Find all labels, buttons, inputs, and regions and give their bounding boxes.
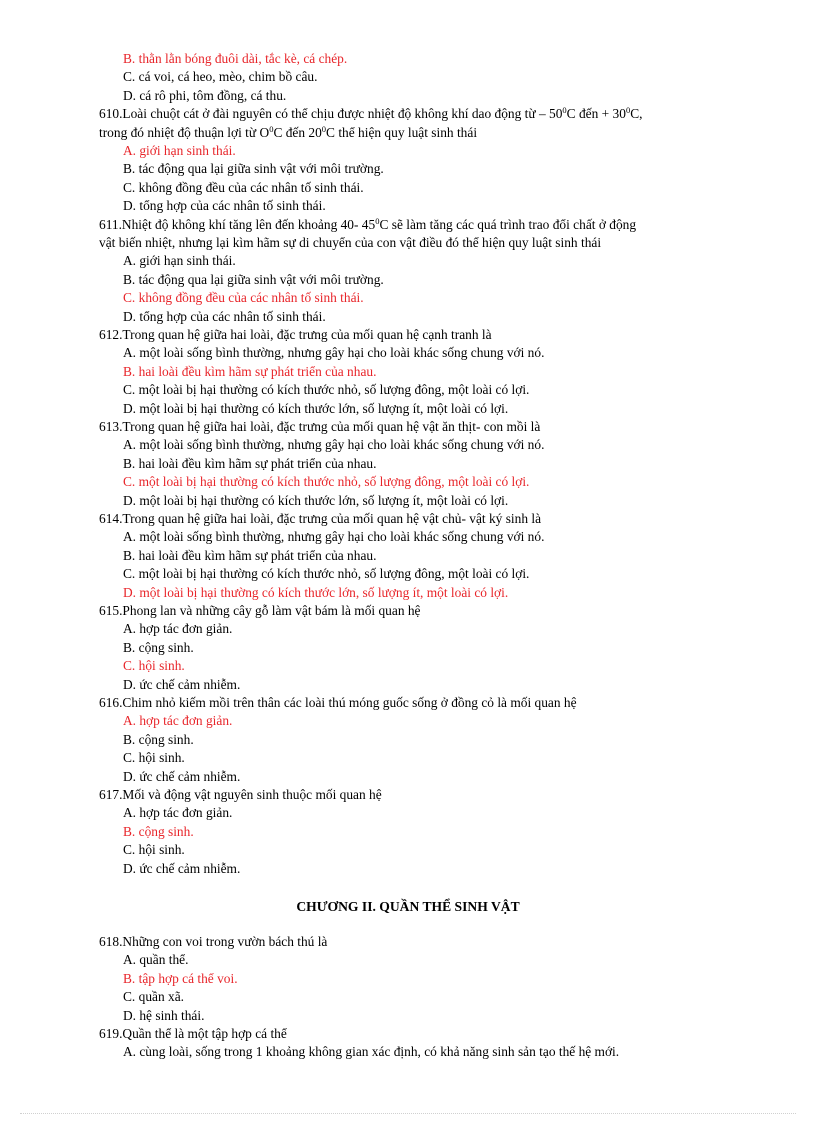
answer-option: A. giới hạn sinh thái.	[123, 253, 236, 268]
answer-option: B. thằn lằn bóng đuôi dài, tắc kè, cá chép.	[123, 51, 348, 66]
answer-option: B. cộng sinh.	[123, 824, 194, 839]
answer-option: B. cộng sinh.	[123, 732, 194, 747]
answer-option: D. cá rô phi, tôm đồng, cá thu.	[123, 88, 287, 103]
answer-option: A. cùng loài, sống trong 1 khoảng không gian xác định, có khả năng sinh sản tạo thế hệ mới.	[123, 1044, 620, 1059]
answer-option: A. một loài sống bình thường, nhưng gây hại cho loài khác sống chung với nó.	[123, 437, 545, 452]
answer-option: C. một loài bị hại thường có kích thước nhỏ, số lượng đông, một loài có lợi.	[123, 566, 530, 581]
answer-option: C. một loài bị hại thường có kích thước nhỏ, số lượng đông, một loài có lợi.	[123, 382, 530, 397]
question-612: 612.Trong quan hệ giữa hai loài, đặc trưng của mối quan hệ cạnh tranh là	[99, 327, 492, 342]
answer-option: A. hợp tác đơn giản.	[123, 805, 233, 820]
answer-option: B. hai loài đều kìm hãm sự phát triển của nhau.	[123, 456, 377, 471]
question-610: 610.Loài chuột cát ở đài nguyên có thể chịu được nhiệt độ không khí dao động từ – $50^0C$ đến + $30^0C$,	[99, 105, 643, 121]
answer-option: C. hội sinh.	[123, 658, 185, 673]
question-615: 615.Phong lan và những cây gỗ làm vật bám là mối quan hệ	[99, 603, 421, 618]
page-divider	[20, 1113, 796, 1114]
answer-option: D. tổng hợp của các nhân tố sinh thái.	[123, 309, 326, 324]
answer-option: D. một loài bị hại thường có kích thước lớn, số lượng ít, một loài có lợi.	[123, 585, 509, 600]
question-613: 613.Trong quan hệ giữa hai loài, đặc trưng của mối quan hệ vật ăn thịt- con mồi là	[99, 419, 541, 434]
answer-option: D. ức chế cảm nhiễm.	[123, 861, 241, 876]
answer-option: B. cộng sinh.	[123, 640, 194, 655]
answer-option: C. không đồng đều của các nhân tố sinh thái.	[123, 290, 364, 305]
answer-option: A. hợp tác đơn giản.	[123, 621, 233, 636]
answer-option: B. tập hợp cá thể voi.	[123, 971, 238, 986]
question-618: 618.Những con voi trong vườn bách thú là	[99, 934, 328, 949]
answer-option: A. giới hạn sinh thái.	[123, 143, 236, 158]
answer-option: B. tác động qua lại giữa sinh vật với môi trường.	[123, 272, 384, 287]
answer-option: A. hợp tác đơn giản.	[123, 713, 233, 728]
answer-option: D. ức chế cảm nhiễm.	[123, 769, 241, 784]
answer-option: A. một loài sống bình thường, nhưng gây hại cho loài khác sống chung với nó.	[123, 345, 545, 360]
question-610-cont: trong đó nhiệt độ thuận lợi từ $O^0C$ đến $20^0C$ thể hiện quy luật sinh thái	[99, 124, 478, 140]
question-611-cont: vật biến nhiệt, nhưng lại kìm hãm sự di chuyển của con vật điều đó thể hiện quy luật sinh thái	[99, 235, 602, 250]
answer-option: D. một loài bị hại thường có kích thước lớn, số lượng ít, một loài có lợi.	[123, 493, 509, 508]
question-614: 614.Trong quan hệ giữa hai loài, đặc trưng của mối quan hệ vật chủ- vật ký sinh là	[99, 511, 542, 526]
answer-option: B. hai loài đều kìm hãm sự phát triển của nhau.	[123, 364, 377, 379]
chapter-heading: CHƯƠNG II. QUẦN THỂ SINH VẬT	[296, 899, 520, 914]
answer-option: D. hệ sinh thái.	[123, 1008, 205, 1023]
answer-option: C. không đồng đều của các nhân tố sinh thái.	[123, 180, 364, 195]
answer-option: A. một loài sống bình thường, nhưng gây hại cho loài khác sống chung với nó.	[123, 529, 545, 544]
question-617: 617.Mối và động vật nguyên sinh thuộc mối quan hệ	[99, 787, 382, 802]
answer-option: D. ức chế cảm nhiễm.	[123, 677, 241, 692]
answer-option: D. một loài bị hại thường có kích thước lớn, số lượng ít, một loài có lợi.	[123, 401, 509, 416]
question-616: 616.Chim nhỏ kiếm mồi trên thân các loài thú móng guốc sống ở đồng cỏ là mối quan hệ	[99, 695, 577, 710]
answer-option: B. tác động qua lại giữa sinh vật với môi trường.	[123, 161, 384, 176]
answer-option: A. quần thể.	[123, 952, 189, 967]
question-619: 619.Quần thể là một tập hợp cá thể	[99, 1026, 287, 1041]
answer-option: C. hội sinh.	[123, 842, 185, 857]
question-611: 611.Nhiệt độ không khí tăng lên đến khoảng 40- $45^0C$ sẽ làm tăng các quá trình trao đổi chất ở động	[99, 216, 637, 232]
answer-option: C. quần xã.	[123, 989, 184, 1004]
answer-option: B. hai loài đều kìm hãm sự phát triển của nhau.	[123, 548, 377, 563]
answer-option: C. hội sinh.	[123, 750, 185, 765]
answer-option: C. cá voi, cá heo, mèo, chim bồ câu.	[123, 69, 318, 84]
answer-option: C. một loài bị hại thường có kích thước nhỏ, số lượng đông, một loài có lợi.	[123, 474, 530, 489]
answer-option: D. tổng hợp của các nhân tố sinh thái.	[123, 198, 326, 213]
